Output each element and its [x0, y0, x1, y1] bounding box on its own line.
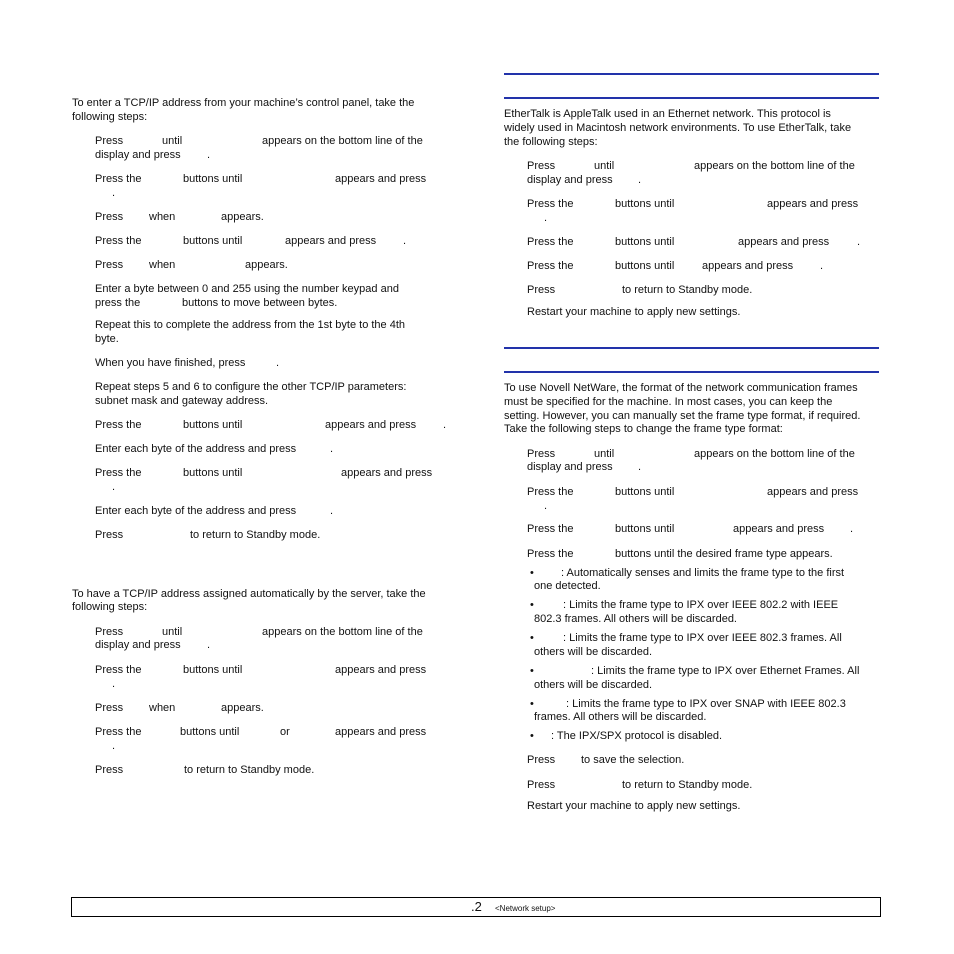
step-text: Press the: [95, 235, 142, 247]
bullet-text: : Limits the frame type to IPX over IEEE 802.2 with IEEE: [563, 599, 839, 611]
step-text: display and press: [95, 639, 181, 651]
step-text: appears on the bottom line of the: [694, 160, 855, 172]
static-ip-intro-line2: following steps:: [72, 111, 148, 123]
step-text: Press: [95, 529, 124, 541]
ethertalk-intro-line1: EtherTalk is AppleTalk used in an Ethernet network. This protocol is: [504, 108, 831, 120]
step-text: .: [207, 149, 211, 161]
step-text: appears on the bottom line of the: [262, 626, 423, 638]
step-text: Press: [95, 764, 124, 776]
step-text: .: [544, 500, 548, 512]
step-text: buttons until: [615, 260, 675, 272]
step-text: .: [112, 187, 116, 199]
step-text: appears and press: [767, 486, 859, 498]
step-text: Press the: [95, 467, 142, 479]
step-text: .: [276, 357, 280, 369]
netware-intro-line1: To use Novell NetWare, the format of the network communication frames: [504, 382, 858, 394]
step-text: appears and press: [335, 726, 427, 738]
step-text: to return to Standby mode.: [622, 284, 753, 296]
step-text: appears.: [221, 211, 264, 223]
dhcp-intro-line1: To have a TCP/IP address assigned automatically by the server, take the: [72, 588, 426, 600]
ethertalk-intro-line2: widely used in Macintosh network environments. To use EtherTalk, take: [504, 122, 852, 134]
netware-intro-line2: must be specified for the machine. In most cases, you can keep the: [504, 396, 833, 408]
step-text: .: [330, 443, 334, 455]
step-text: appears and press: [285, 235, 377, 247]
step-text: byte.: [95, 333, 119, 345]
step-text: Press the: [95, 664, 142, 676]
footer-section-label: <Network setup>: [495, 904, 556, 913]
step-text: .: [850, 523, 854, 535]
static-ip-intro-line1: To enter a TCP/IP address from your machine’s control panel, take the: [72, 97, 415, 109]
step-text: Enter each byte of the address and press: [95, 443, 297, 455]
step-text: appears.: [221, 702, 264, 714]
step-text: appears and press: [341, 467, 433, 479]
step-text: until: [162, 135, 183, 147]
step-text: display and press: [527, 461, 613, 473]
step-text: .: [638, 174, 642, 186]
step-text: Enter a byte between 0 and 255 using the number keypad and: [95, 283, 399, 295]
step-text: Press the: [95, 419, 142, 431]
step-text: buttons until the desired frame type appears.: [615, 548, 833, 560]
step-text: Press: [95, 259, 124, 271]
step-text: to return to Standby mode.: [184, 764, 315, 776]
step-text: .: [638, 461, 642, 473]
step-text: appears and press: [335, 173, 427, 185]
bullet-text: others will be discarded.: [534, 679, 653, 691]
bullet-text: frames. All others will be discarded.: [534, 711, 707, 723]
step-text: when: [149, 211, 176, 223]
step-text: buttons until: [183, 173, 243, 185]
netware-intro-line3: setting. However, you can manually set the frame type format, if required.: [504, 410, 861, 422]
step-text: appears on the bottom line of the: [262, 135, 423, 147]
step-text: .: [857, 236, 861, 248]
step-text: Press: [95, 135, 124, 147]
bullet-text: one detected.: [534, 580, 601, 592]
step-text: buttons until: [183, 467, 243, 479]
bullet-text: : Automatically senses and limits the frame type to the first: [561, 567, 845, 579]
step-text: until: [594, 160, 615, 172]
step-text: buttons until: [615, 198, 675, 210]
step-text: Repeat this to complete the address from the 1st byte to the 4th: [95, 319, 406, 331]
bullet-text: : Limits the frame type to IPX over Ethernet Frames. All: [591, 665, 860, 677]
step-text: until: [594, 448, 615, 460]
step-text: .: [330, 505, 334, 517]
step-text: or: [280, 726, 290, 738]
step-text: Press the: [527, 548, 574, 560]
bullet-dot: •: [530, 632, 534, 644]
step-text: appears on the bottom line of the: [694, 448, 855, 460]
step-text: appears and press: [738, 236, 830, 248]
step-text: buttons until: [615, 486, 675, 498]
step-text: when: [149, 702, 176, 714]
step-text: Press: [95, 702, 124, 714]
step-text: to return to Standby mode.: [622, 779, 753, 791]
bullet-dot: •: [530, 698, 534, 710]
step-text: Press the: [527, 260, 574, 272]
step-text: .: [112, 481, 116, 493]
bullet-dot: •: [530, 599, 534, 611]
step-text: When you have finished, press: [95, 357, 246, 369]
dhcp-intro-line2: following steps:: [72, 601, 148, 613]
step-text: Press: [527, 160, 556, 172]
ethertalk-intro-line3: the following steps:: [504, 136, 598, 148]
step-text: buttons to move between bytes.: [182, 297, 338, 309]
step-text: Repeat steps 5 and 6 to configure the other TCP/IP parameters:: [95, 381, 407, 393]
step-text: .: [403, 235, 407, 247]
step-text: Press the: [95, 173, 142, 185]
bullet-text: : Limits the frame type to IPX over SNAP with IEEE 802.3: [566, 698, 846, 710]
step-text: Press: [527, 754, 556, 766]
step-text: buttons until: [183, 419, 243, 431]
step-text: until: [162, 626, 183, 638]
step-text: .: [112, 740, 116, 752]
step-text: display and press: [527, 174, 613, 186]
step-text: .: [207, 639, 211, 651]
step-text: .: [820, 260, 824, 272]
step-text: Press: [95, 626, 124, 638]
step-text: Enter each byte of the address and press: [95, 505, 297, 517]
bullet-text: 802.3 frames. All others will be discarded.: [534, 613, 737, 625]
step-text: appears.: [245, 259, 288, 271]
step-text: Press the: [527, 198, 574, 210]
netware-heading-rule-top: [504, 347, 879, 349]
step-text: appears and press: [325, 419, 417, 431]
step-text: press the: [95, 297, 141, 309]
step-text: Press the: [527, 523, 574, 535]
step-text: Press: [527, 779, 556, 791]
step-text: appears and press: [767, 198, 859, 210]
step-text: .: [112, 678, 116, 690]
step-text: Press: [95, 211, 124, 223]
step-text: to save the selection.: [581, 754, 685, 766]
bullet-dot: •: [530, 730, 534, 742]
step-text: appears and press: [335, 664, 427, 676]
netware-heading-rule-bottom: [504, 371, 879, 373]
page-number: .2: [471, 899, 482, 914]
step-text: to return to Standby mode.: [190, 529, 321, 541]
step-text: buttons until: [183, 664, 243, 676]
step-text: Press: [527, 448, 556, 460]
step-text: appears and press: [702, 260, 794, 272]
step-text: .: [544, 212, 548, 224]
ethertalk-heading-rule-bottom: [504, 97, 879, 99]
step-text: buttons until: [180, 726, 240, 738]
step-text: buttons until: [615, 523, 675, 535]
step-text: Press the: [95, 726, 142, 738]
step-text: display and press: [95, 149, 181, 161]
bullet-text: others will be discarded.: [534, 646, 653, 658]
step-text: Press the: [527, 236, 574, 248]
step-text: Restart your machine to apply new settings.: [527, 306, 741, 318]
step-text: appears and press: [733, 523, 825, 535]
step-text: Restart your machine to apply new settings.: [527, 800, 741, 812]
step-text: buttons until: [183, 235, 243, 247]
bullet-text: : Limits the frame type to IPX over IEEE 802.3 frames. All: [563, 632, 842, 644]
ethertalk-heading-rule-top: [504, 73, 879, 75]
step-text: when: [149, 259, 176, 271]
step-text: buttons until: [615, 236, 675, 248]
bullet-text: : The IPX/SPX protocol is disabled.: [551, 730, 722, 742]
bullet-dot: •: [530, 567, 534, 579]
step-text: .: [443, 419, 447, 431]
step-text: Press: [527, 284, 556, 296]
bullet-dot: •: [530, 665, 534, 677]
step-text: subnet mask and gateway address.: [95, 395, 269, 407]
netware-intro-line4: Take the following steps to change the frame type format:: [504, 423, 783, 435]
step-text: Press the: [527, 486, 574, 498]
